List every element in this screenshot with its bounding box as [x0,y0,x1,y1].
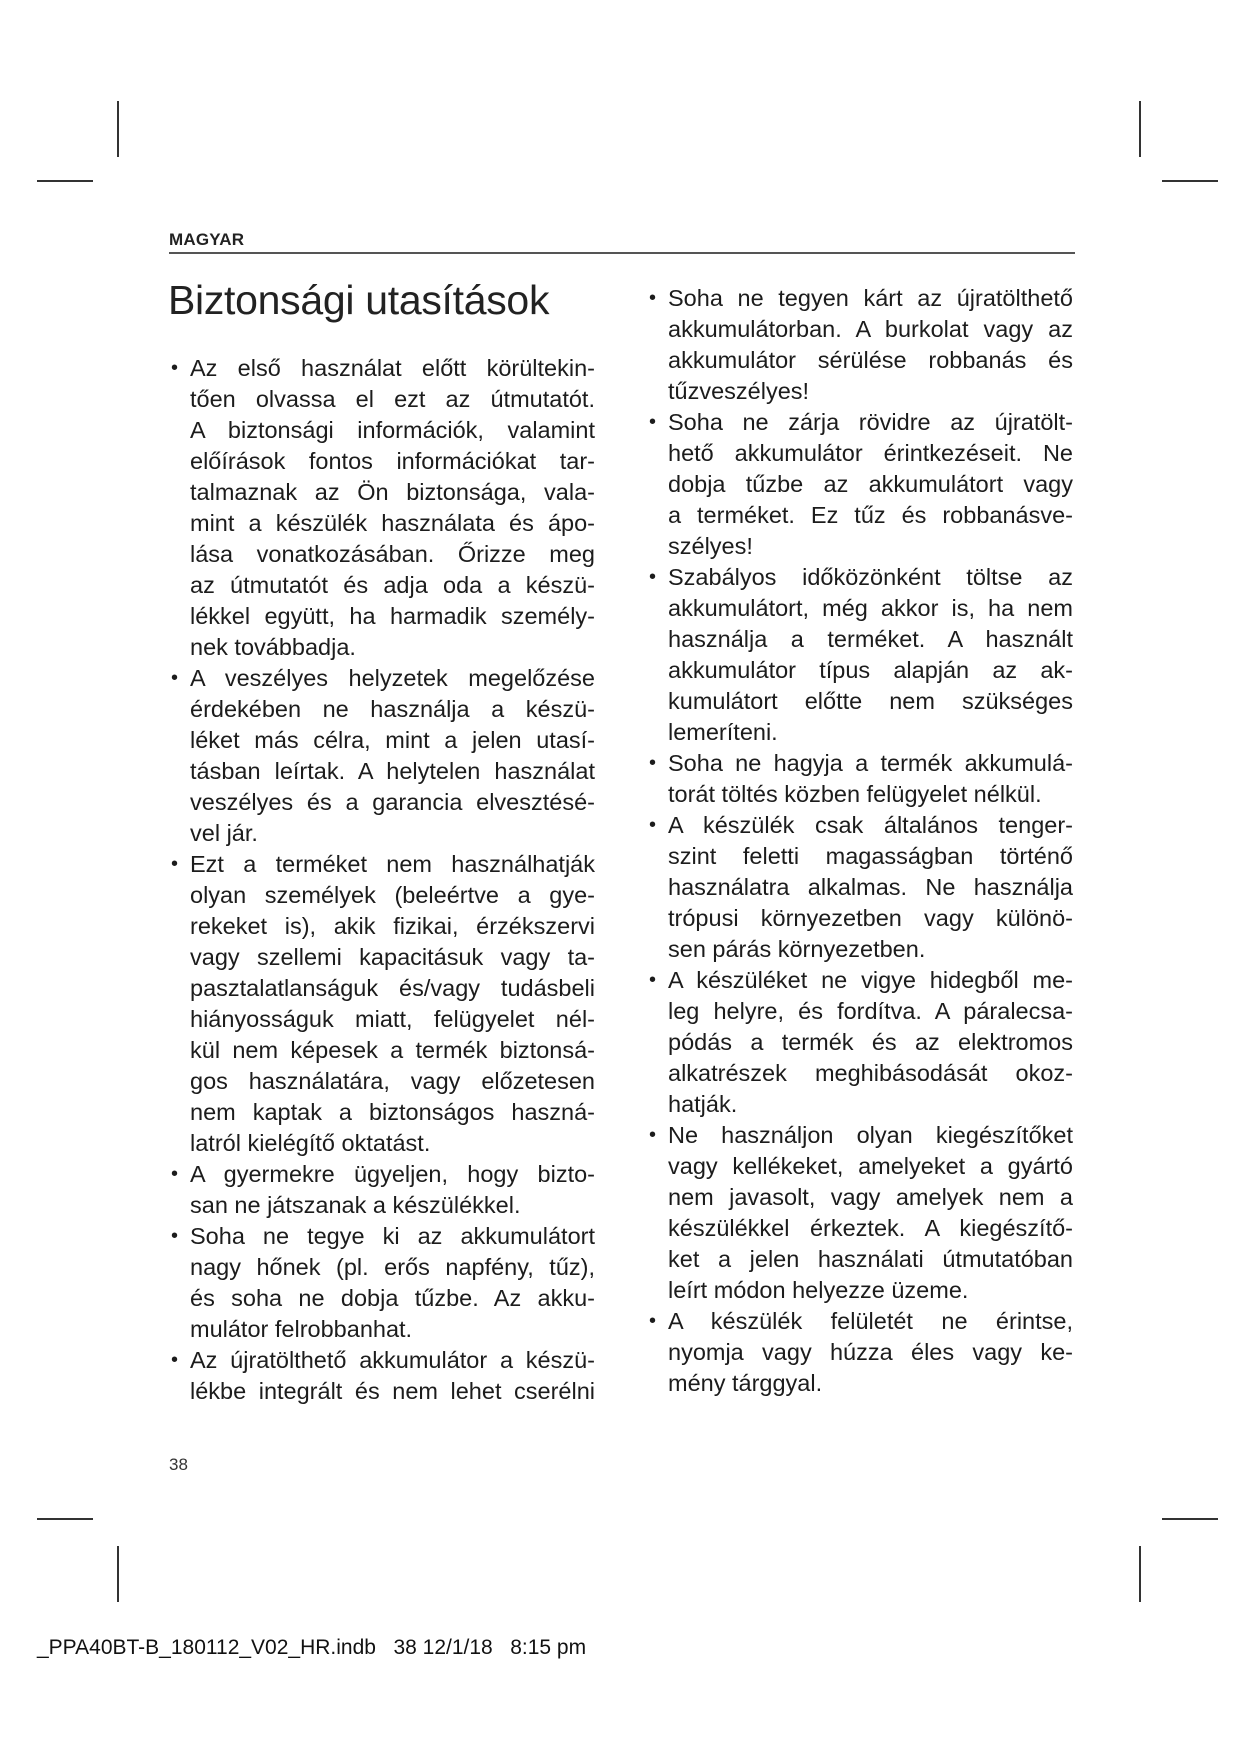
text-line: kül nem képesek a termék biztonsá- [190,1037,595,1063]
text-line: előírások fontos információkat tar- [190,448,595,474]
text-line: szint feletti magasságban történő [668,843,1073,869]
bullet-item [171,663,595,849]
text-line: pódás a termék és az elektromos [668,1029,1073,1055]
text-line: lékbe integrált és nem lehet cserélni [190,1378,595,1404]
bullet-icon: • [171,1349,179,1371]
text-line: rekeket is), akik fizikai, érzékszervi [190,913,595,939]
bullet-icon: • [649,752,657,774]
text-line: Az első használat előtt körültekin- [190,355,595,381]
text-line: hiányosságuk miatt, felügyelet nél- [190,1006,595,1032]
text-line: A veszélyes helyzetek megelőzése [190,665,595,691]
crop-mark-bottom-left-vertical [117,1546,119,1602]
bullet-item [649,810,1073,965]
text-line: Az újratölthető akkumulátor a készü- [190,1347,595,1373]
bullet-item [171,1345,595,1407]
bullet-item [649,1120,1073,1306]
text-line: leg helyre, és fordítva. A páralecsa- [668,998,1073,1024]
crop-mark-top-left-horizontal [37,180,93,182]
text-line: san ne játszanak a készülékkel. [190,1192,521,1218]
bullet-icon: • [171,357,179,379]
text-line: akkumulátort, még akkor is, ha nem [668,595,1073,621]
text-line: nek továbbadja. [190,634,356,660]
text-line: mény tárggyal. [668,1370,823,1396]
bullet-item [649,407,1073,562]
text-line: szélyes! [668,533,753,559]
text-line: mint a készülék használata és ápo- [190,510,595,536]
text-line: latról kielégítő oktatást. [190,1130,431,1156]
bullet-icon: • [649,969,657,991]
crop-mark-top-right-horizontal [1162,180,1218,182]
text-line: tűzveszélyes! [668,378,810,404]
text-line: leírt módon helyezze üzeme. [668,1277,969,1303]
crop-mark-bottom-right-vertical [1139,1546,1141,1602]
bullet-icon: • [649,1310,657,1332]
text-line: érdekében ne használja a készü- [190,696,595,722]
page-title: Biztonsági utasítások [168,277,550,323]
text-line: trópusi környezetben vagy különö- [668,905,1073,931]
right-column [649,283,1073,1399]
text-line: A készülék csak általános tenger- [668,812,1073,838]
text-line: használatra alkalmas. Ne használja [668,874,1073,900]
crop-mark-top-left-vertical [117,101,119,157]
text-line: léket más célra, mint a jelen utasí- [190,727,595,753]
crop-mark-top-right-vertical [1139,101,1141,157]
text-line: nagy hőnek (pl. erős napfény, tűz), [190,1254,595,1280]
bullet-item [649,283,1073,407]
bullet-icon: • [649,566,657,588]
text-line: a terméket. Ez tűz és robbanásve- [668,502,1073,528]
text-line: Ne használjon olyan kiegészítőket [668,1122,1073,1148]
bullet-icon: • [649,814,657,836]
text-line: vagy szellemi kapacitásuk vagy ta- [190,944,595,970]
bullet-icon: • [171,1225,179,1247]
text-line: A készüléket ne vigye hidegből me- [668,967,1073,993]
text-line: és soha ne dobja tűzbe. Az akku- [190,1285,595,1311]
bullet-icon: • [649,287,657,309]
bullet-icon: • [171,1163,179,1185]
text-line: az útmutatót és adja oda a készü- [190,572,595,598]
text-line: kumulátort előtte nem szükséges [668,688,1073,714]
text-line: vagy kellékeket, amelyeket a gyártó [668,1153,1073,1179]
text-line: használja a terméket. A használt [668,626,1073,652]
text-line: veszélyes és a garancia elvesztésé- [190,789,595,815]
text-line: gos használatára, vagy előzetesen [190,1068,595,1094]
bullet-item [171,849,595,1159]
bullet-icon: • [171,667,179,689]
text-line: Soha ne zárja rövidre az újratölt- [668,409,1073,435]
text-line: dobja tűzbe az akkumulátort vagy [668,471,1073,497]
text-line: A biztonsági információk, valamint [190,417,595,443]
text-line: sen párás környezetben. [668,936,926,962]
text-line: nem kaptak a biztonságos haszná- [190,1099,595,1125]
text-line: hatják. [668,1091,738,1117]
bullet-icon: • [649,1124,657,1146]
text-line: pasztalatlanságuk és/vagy tudásbeli [190,975,595,1001]
text-line: akkumulátor sérülése robbanás és [668,347,1073,373]
text-line: lemeríteni. [668,719,778,745]
bullet-item [649,965,1073,1120]
text-line: hető akkumulátor érintkezéseit. Ne [668,440,1073,466]
bullet-item [171,1221,595,1345]
text-line: olyan személyek (beleértve a gye- [190,882,595,908]
text-line: Soha ne hagyja a termék akkumulá- [668,750,1073,776]
text-line: tásban leírtak. A helytelen használat [190,758,595,784]
text-line: nem javasolt, vagy amelyek nem a [668,1184,1073,1210]
text-line: Szabályos időközönként töltse az [668,564,1073,590]
bullet-item [171,353,595,663]
text-line: lékkel együtt, ha harmadik személy- [190,603,595,629]
text-line: lása vonatkozásában. Őrizze meg [190,541,595,567]
text-line: torát töltés közben felügyelet nélkül. [668,781,1042,807]
crop-mark-bottom-left-horizontal [37,1518,93,1520]
print-slug: _PPA40BT-B_180112_V02_HR.indb 38 12/1/18 8:15 pm [37,1636,587,1659]
crop-mark-bottom-right-horizontal [1162,1518,1218,1520]
text-line: tően olvassa el ezt az útmutatót. [190,386,595,412]
text-line: ket a jelen használati útmutatóban [668,1246,1073,1272]
bullet-item [171,1159,595,1221]
left-column [171,353,595,1407]
bullet-item [649,748,1073,810]
bullet-item [649,1306,1073,1399]
bullet-item [649,562,1073,748]
text-line: alkatrészek meghibásodását okoz- [668,1060,1073,1086]
text-line: készülékkel érkeztek. A kiegészítő- [668,1215,1073,1241]
section-language-label: MAGYAR [169,230,245,249]
text-line: Ezt a terméket nem használhatják [190,851,595,877]
bullet-icon: • [171,853,179,875]
text-line: talmaznak az Ön biztonsága, vala- [190,479,595,505]
text-line: nyomja vagy húzza éles vagy ke- [668,1339,1073,1365]
page-number: 38 [169,1455,188,1474]
header-rule [169,252,1075,254]
text-line: akkumulátorban. A burkolat vagy az [668,316,1073,342]
text-line: mulátor felrobbanhat. [190,1316,413,1342]
text-line: akkumulátor típus alapján az ak- [668,657,1073,683]
text-line: Soha ne tegye ki az akkumulátort [190,1223,595,1249]
bullet-icon: • [649,411,657,433]
text-line: A gyermekre ügyeljen, hogy bizto- [190,1161,595,1187]
text-line: vel jár. [190,820,258,846]
text-line: A készülék felületét ne érintse, [668,1308,1073,1334]
text-line: Soha ne tegyen kárt az újratölthető [668,285,1073,311]
